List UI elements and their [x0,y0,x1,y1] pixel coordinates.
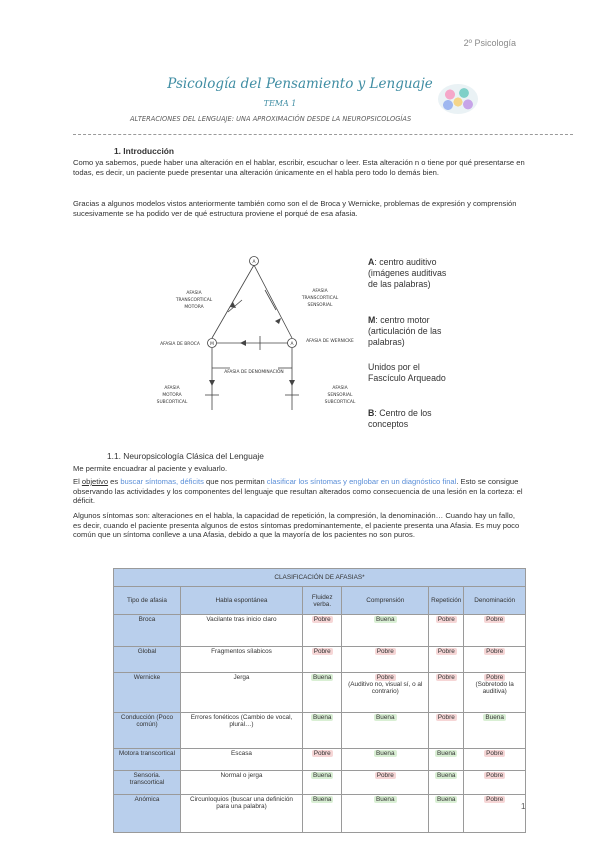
divider [73,134,573,135]
legend-union: Unidos por el Fascículo Arqueado [368,362,446,383]
table-row: Broca Vacilante tras inicio claro Pobre Buena Pobre Pobre [114,615,526,647]
wernicke-label: AFASIA DE WERNICKE [306,339,354,344]
lichtheim-diagram [150,250,366,440]
header-cell: Denominación [464,587,526,615]
neuro-paragraph-2: El objetivo es buscar síntomas, déficits que nos permitan clasificar los síntomas y englobar en un diagnóstico final. Esto se consigue observando las actividades y los componentes del lenguaje que resultan alterados como consecuencia de una lesión en la corteza: el déficit. [73,477,523,506]
motora-subcortical-2: MOTORA [162,393,182,398]
document-title: Psicología del Pensamiento y Lenguaje [167,76,433,92]
sensorial-subcortical-2: SENSORIAL [327,393,353,398]
table-row: Global Fragmentos sílabicos Pobre Pobre Pobre Pobre [114,647,526,673]
legend-a: A: centro auditivo (imágenes auditivas de las palabras) [368,257,447,289]
neuro-paragraph-1: Me permite encuadrar al paciente y evaluarlo. [73,464,228,473]
decorative-logo-icon [438,84,478,114]
header-cell: Fluidez verba. [303,587,342,615]
tema-label: TEMA 1 [263,99,297,108]
table-row: Motora transcortical Escasa Pobre Buena Buena Pobre [114,749,526,771]
node-a2-label: A [290,342,294,347]
table-row: Conducción (Poco común) Errores fonéticos (Cambio de vocal, plural…) Buena Buena Pobre Buena [114,713,526,749]
header-cell: Tipo de afasia [114,587,181,615]
header-cell: Repetición [429,587,464,615]
header-cell: Comprensión [342,587,429,615]
afasia-trans-sensorial-2: TRANSCORTICAL [301,296,339,301]
sensorial-subcortical-1: AFASIA [332,386,348,391]
afasia-trans-sensorial-3: SENSORIAL [307,303,333,308]
page-number: 1 [521,802,526,811]
node-m-label: M [210,342,214,347]
document-subtitle: ALTERACIONES DEL LENGUAJE: UNA APROXIMACIÓN DESDE LA NEUROPSICOLOGÍAS [130,115,412,123]
legend-m: M: centro motor (articulación de las palabras) [368,315,442,347]
course-label: 2º Psicología [463,38,516,48]
motora-subcortical-3: SUBCORTICAL [156,400,188,405]
afasia-trans-motora-3: MOTORA [184,305,204,310]
neuro-paragraph-3: Algunos síntomas son: alteraciones en el habla, la capacidad de repetición, la compresión, la denominación… Cuando hay un fallo, es decir, cuando el paciente presenta algunos de estos síntomas predominantemente, el paciente presenta una Afasia. Es muy poco común que un síntoma conlleve a una Afasia, debido a que la mayoría de los pacientes no son puros. [73,511,520,540]
table-row: Anómica Circunloquios (buscar una definición para una palabra) Buena Buena Buena Pobre [114,795,526,833]
header-cell: Habla espontánea [180,587,302,615]
section-heading-neuro: 1.1. Neuropsicología Clásica del Lenguaje [107,451,264,461]
table-row: Sensoria. transcortical Normal o jerga Buena Pobre Buena Pobre [114,771,526,795]
afasia-trans-motora-1: AFASIA [186,291,202,296]
section-heading-intro: 1. Introducción [114,146,175,156]
denominacion-label: AFASIA DE DENOMINACIÓN [224,370,284,375]
intro-paragraph-2: Gracias a algunos modelos vistos anteriormente también como son el de Broca y Wernicke, problemas de expresión y comprensión sucesivamente se ha podido ver de qué estructura proviene el porqué de esa afasia. [73,199,517,218]
afasia-trans-motora-2: TRANSCORTICAL [175,298,213,303]
sensorial-subcortical-3: SUBCORTICAL [324,400,356,405]
legend-b: B: Centro de los conceptos [368,408,432,429]
afasia-trans-sensorial-1: AFASIA [312,289,328,294]
intro-paragraph-1: Como ya sabemos, puede haber una alteración en el hablar, escribir, escuchar o leer. Esta alteración n o tiene por qué presentarse en todas, es decir, un paciente puede presentar una alteración únicamente en el habla pero todo lo demás bien. [73,158,525,177]
table-row: Wernicke Jerga Buena Pobre (Auditivo no, visual sí, o al contrario) Pobre Pobre (Sobretodo la auditiva) [114,673,526,713]
broca-label: AFASIA DE BROCA [160,342,200,347]
node-a-label: A [252,260,256,265]
motora-subcortical-1: AFASIA [164,386,180,391]
table-caption: CLASIFICACIÓN DE AFASIAS* [114,569,526,587]
classification-table [113,568,526,833]
